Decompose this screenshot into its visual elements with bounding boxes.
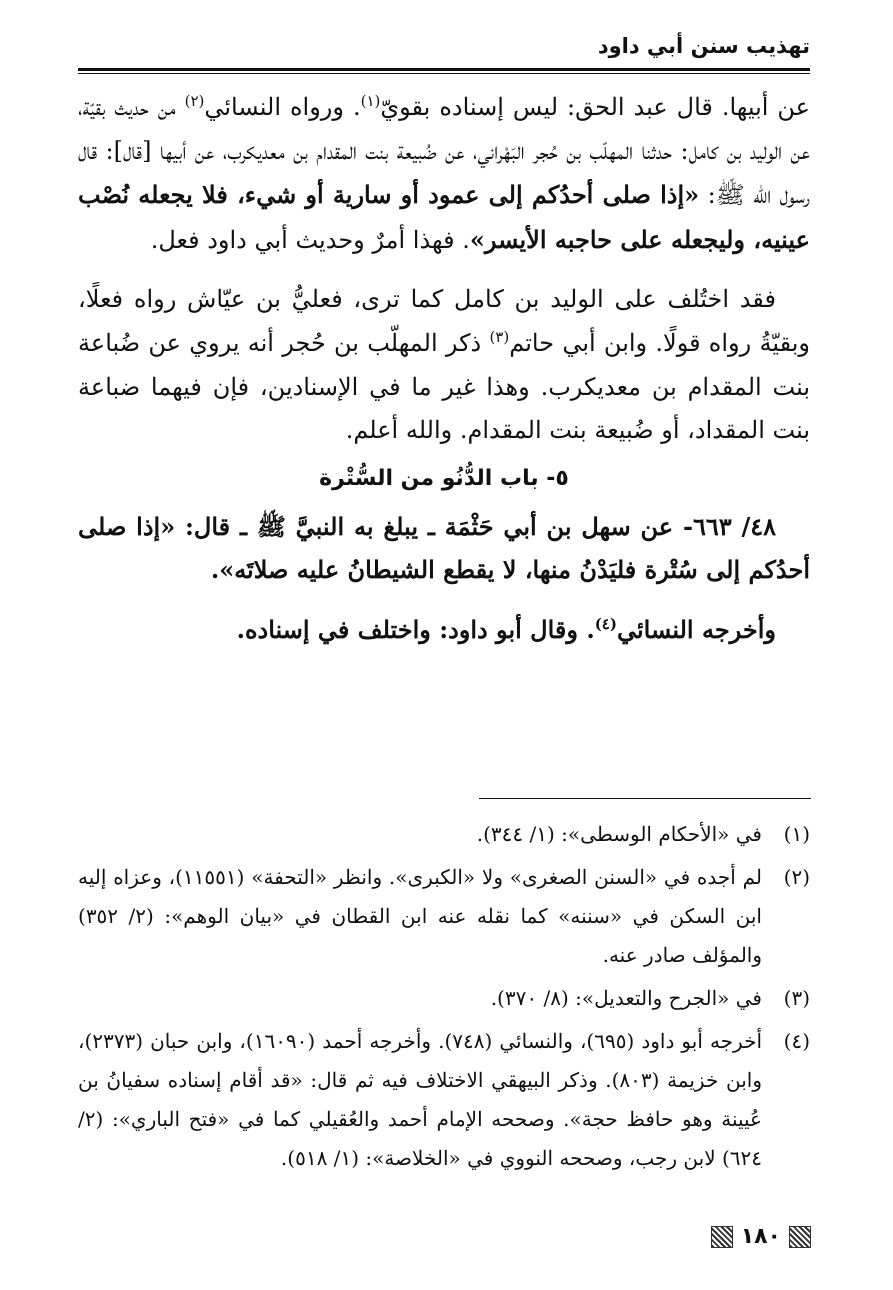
text-run: ذكر المهلّب بن حُجر أنه يروي عن ضُباعة بنت المقدام بن معديكرب. وهذا غير ما في الإسنادين، فإن فيهما ضباعة بنت المقداد، أو ضُبيعة بنت المقدام. والله أعلم.	[78, 328, 810, 445]
hadith-quote: «إذا صلى أحدُكم إلى عمود أو سارية أو شيء، فلا يجعله نُصْب عينيه، وليجعله على حاجبه الأيسر»	[78, 180, 810, 254]
page-folio	[711, 1224, 811, 1249]
ornament-icon	[789, 1226, 811, 1248]
footnote-ref-4: (٤)	[594, 614, 617, 633]
main-text	[78, 86, 810, 652]
footnote-4	[78, 1022, 810, 1178]
header-title: تهذيب سنن أبي داود	[597, 34, 810, 58]
page-number: ١٨٠	[740, 1224, 781, 1249]
footnote-separator	[479, 798, 811, 799]
footnote-number: (٣)	[783, 986, 810, 1010]
footnote-2	[78, 858, 810, 975]
footnote-number: (٢)	[783, 865, 810, 889]
text-run: . فهذا أمرٌ وحديث أبي داود فعل.	[150, 225, 470, 254]
footnote-ref-2: (٢)	[184, 92, 205, 110]
text-run: عن أبيها. قال عبد الحق: ليس إسناده بقويّ	[380, 93, 810, 121]
hadith-number: ٤٨/ ٦٦٣-	[673, 511, 776, 541]
text-run: . ورواه النسائي	[204, 93, 361, 121]
footnote-1	[78, 815, 810, 854]
footnote-number: (٤)	[783, 1029, 810, 1053]
footnotes	[78, 815, 810, 1182]
paragraph-2	[78, 278, 810, 452]
text-run: وأخرجه النسائي	[616, 614, 776, 644]
footnote-text: في «الأحكام الوسطى»: (١/ ٣٤٤).	[476, 822, 762, 846]
takhrij-line	[78, 608, 810, 652]
footnote-text: في «الجرح والتعديل»: (٨/ ٣٧٠).	[490, 986, 762, 1010]
text-run: .	[210, 555, 220, 585]
ornament-icon	[711, 1226, 733, 1248]
footnote-text: أخرجه أبو داود (٦٩٥)، والنسائي (٧٤٨). وأخرجه أحمد (١٦٠٩٠)، وابن حبان (٢٣٧٣)، وابن خزيمة (٨٠٣). وذكر البيهقي الاختلاف فيه ثم قال: «قد أقام إسناده سفيانُ بن عُيينة وهو حافظ حجة». وصححه الإمام أحمد والعُقيلي كما في «فتح الباري»: (٢/ ٦٢٤) لابن رجب، وصححه النووي في «الخلاصة»: (١/ ٥١٨).	[78, 1029, 763, 1170]
header-rule-thick	[78, 68, 810, 71]
footnote-3	[78, 979, 810, 1018]
section-heading: ٥- باب الدُّنُو من السُّتْرة	[319, 465, 569, 491]
footnote-text: لم أجده في «السنن الصغرى» ولا «الكبرى». وانظر «التحفة» (١١٥٥١)، وعزاه إليه ابن السكن في «سننه» كما نقله عنه ابن القطان في «بيان الوهم»: (٢/ ٣٥٢) والمؤلف صادر عنه.	[78, 865, 763, 967]
hadith-isnad: عن سهل بن أبي حَثْمَة ـ يبلغ به النبيَّ ﷺ ـ قال:	[175, 511, 674, 541]
paragraph-1	[78, 86, 810, 262]
text-run: فقد اختُلف على الوليد بن كامل كما ترى، فعليُّ بن عيّاش رواه فعلًا، وبقيّةُ رواه قولًا. وابن أبي حاتم	[78, 285, 810, 357]
footnote-number: (١)	[783, 822, 810, 846]
footnote-ref-3: (٣)	[489, 327, 510, 346]
running-header	[78, 30, 810, 74]
hadith-663	[78, 505, 810, 592]
footnote-ref-1: (١)	[360, 92, 381, 110]
text-run: . وقال أبو داود: واختلف في إسناده.	[236, 614, 595, 644]
hadith-matn: «إذا صلى أحدُكم إلى سُتْرة فليَدْنُ منها، لا يقطع الشيطانُ عليه صلاتَه»	[78, 511, 810, 585]
header-rule-thin	[78, 73, 810, 74]
text-run: من حديث بقيّة، عن الوليد بن كامل: حدثنا المهلّب بن حُجر البَهْراني، عن ضُبيعة بنت المقدام بن معديكرب، عن أبيها [قال]: قال رسول الله ﷺ:	[78, 93, 810, 210]
